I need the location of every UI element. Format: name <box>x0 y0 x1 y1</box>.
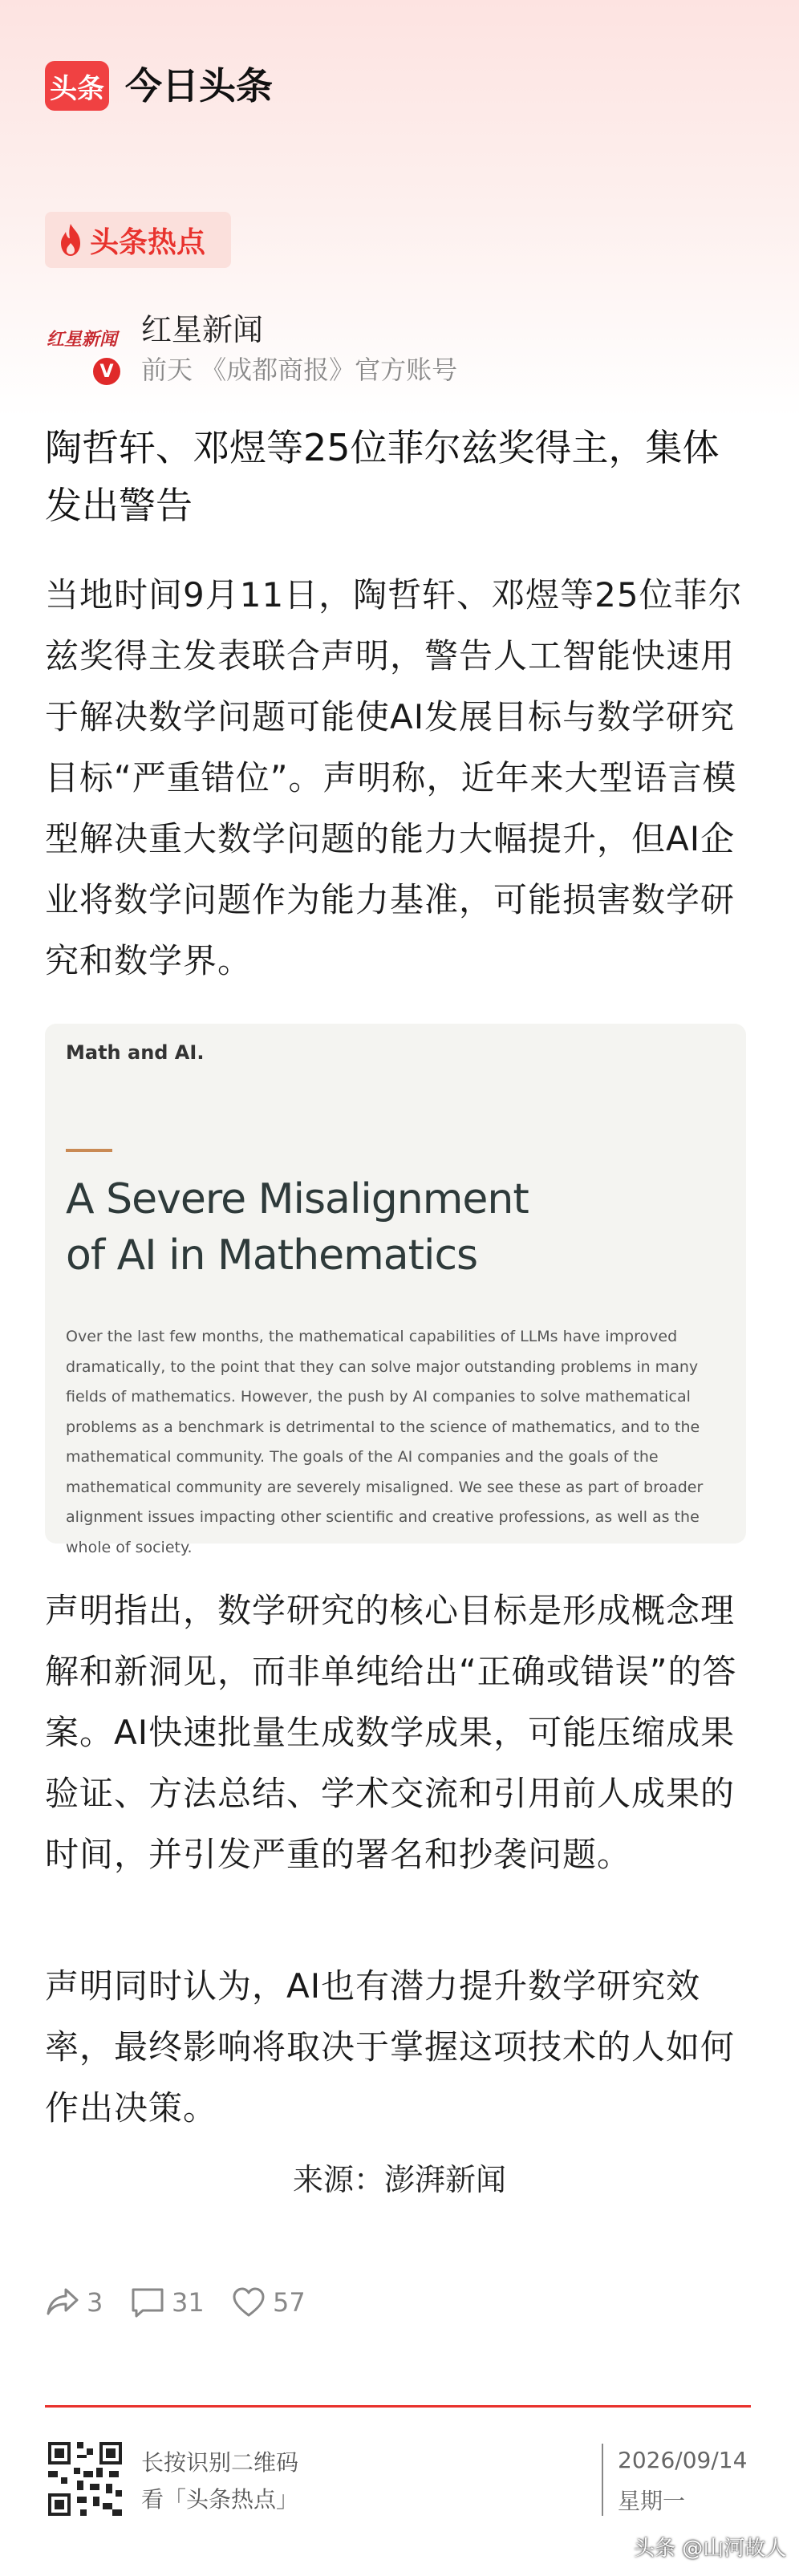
footer-divider <box>45 2405 751 2408</box>
article-paragraph-2: 声明指出，数学研究的核心目标是形成概念理解和新洞见，而非单纯给出“正确或错误”的答案。AI快速批量生成数学成果，可能压缩成果验证、方法总结、学术交流和引用前人成果的时间，并引发严重的署名和抄袭问题。 <box>45 1591 737 1874</box>
comment-count: 31 <box>172 2287 205 2318</box>
article-title: 陶哲轩、邓煜等25位菲尔兹奖得主，集体发出警告 <box>45 426 720 527</box>
footer-weekday: 星期一 <box>618 2488 686 2514</box>
app-logo: 头条 <box>45 61 109 111</box>
share-count: 3 <box>87 2287 103 2318</box>
like-count: 57 <box>273 2287 306 2318</box>
share-button[interactable] <box>45 2283 103 2322</box>
share-icon <box>45 2286 80 2318</box>
like-button[interactable] <box>231 2283 306 2322</box>
article-image[interactable] <box>45 1024 746 1556</box>
qr-caption-1: 长按识别二维码 <box>141 2449 299 2476</box>
watermark: 头条 @山河故人 <box>634 2537 787 2561</box>
author-avatar[interactable] <box>47 319 124 385</box>
figure-headline: A Severe Misalignment of AI in Mathematics <box>66 1175 529 1280</box>
comment-button[interactable] <box>130 2283 205 2322</box>
comment-icon <box>130 2286 165 2318</box>
figure-body-text: Over the last few months, the mathematical capabilities of LLMs have improved dramatically, to the point that they can solve major outstanding problems in many fields of mathematics. However, the push by AI companies to solve mathematical problems as a benchmark is detrimental to the science of mathematics, and to the mathematical community. The goals of the AI companies and the goals of the mathematical community are severely misaligned. We see these as part of broader alignment issues impacting other scientific and creative professions, as well as the whole of society. <box>66 1328 704 1556</box>
article-paragraph-1: 当地时间9月11日，陶哲轩、邓煜等25位菲尔兹奖得主发表联合声明，警告人工智能快速用于解决数学问题可能使AI发展目标与数学研究目标“严重错位”。声明称，近年来大型语言模型解决重大数学问题的能力大幅提升，但AI企业将数学问题作为能力基准，可能损害数学研究和数学界。 <box>45 575 743 980</box>
article-source: 来源：澎湃新闻 <box>292 2162 506 2197</box>
article-paragraph-3: 声明同时认为，AI也有潜力提升数学研究效率，最终影响将取决于掌握这项技术的人如何作出决策。 <box>45 1966 736 2128</box>
qr-code-icon[interactable] <box>45 2439 125 2519</box>
author-meta: 前天 《成都商报》官方账号 <box>141 355 458 385</box>
footer-date: 2026/09/14 <box>618 2447 748 2473</box>
flame-icon <box>56 222 85 258</box>
verified-icon: V <box>91 356 122 387</box>
heart-icon <box>231 2286 266 2318</box>
figure-brand: Math and AI. <box>66 1041 205 1064</box>
author-logo-text: 红星新闻 <box>47 329 118 350</box>
hot-topic-label: 头条热点 <box>90 225 206 259</box>
figure-accent-line <box>66 1149 112 1152</box>
qr-caption-2: 看「头条热点」 <box>141 2486 299 2513</box>
app-name: 今日头条 <box>125 64 273 108</box>
hot-topic-tag[interactable] <box>45 212 231 268</box>
author-name[interactable]: 红星新闻 <box>141 312 264 347</box>
footer-vertical-divider <box>602 2444 603 2516</box>
